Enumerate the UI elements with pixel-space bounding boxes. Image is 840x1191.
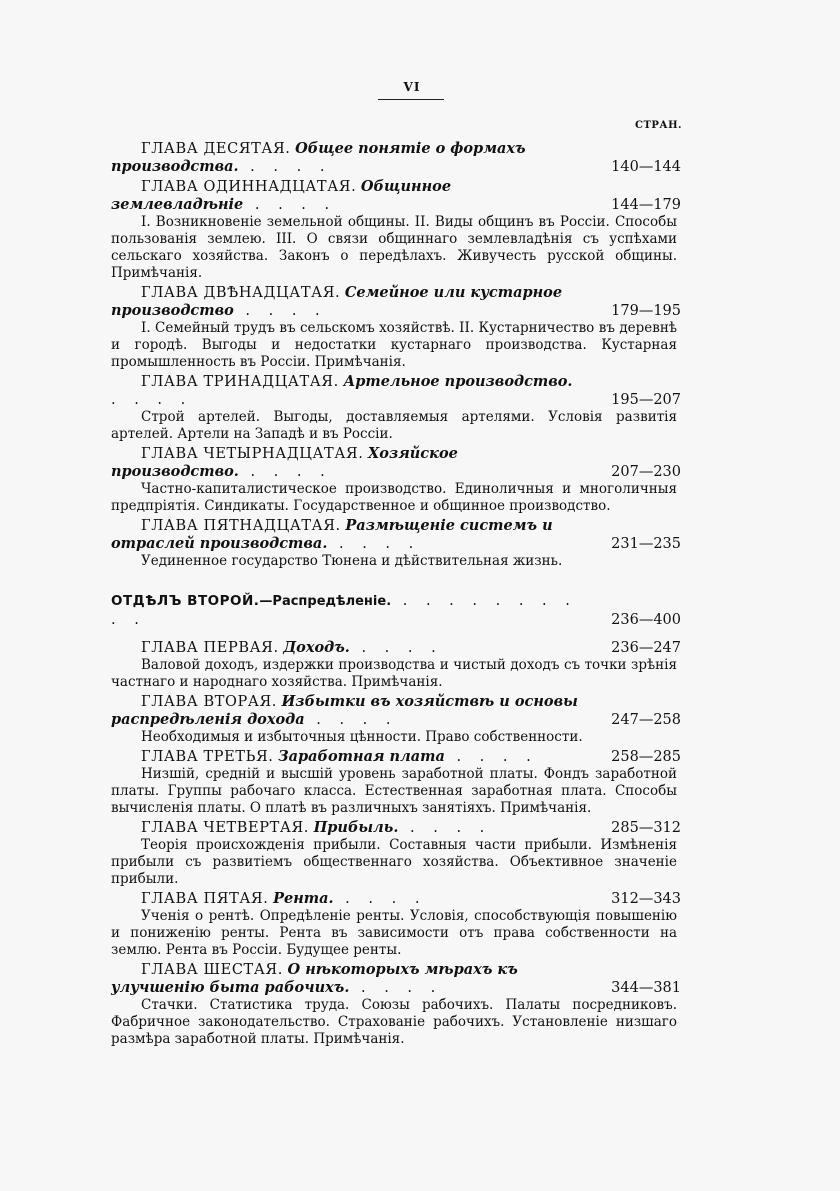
chapter-pages: 179—195 <box>611 303 681 319</box>
leader-dots: . . . . <box>398 820 492 836</box>
toc-entry <box>111 639 681 691</box>
chapter-title: ГЛАВА ПЯТАЯ. <box>141 891 269 907</box>
toc-entry-text <box>111 374 573 408</box>
leader-dots: . . . . <box>238 159 332 175</box>
chapter-subtitle: Избытки въ хозяйствѣ и основы распредѣленія дохода <box>111 693 578 728</box>
chapter-title: ГЛАВА ШЕСТАЯ. <box>141 962 283 978</box>
toc-entry-text <box>111 820 491 836</box>
chapter-subtitle: Размѣщеніе системъ и отраслей производства. <box>111 517 553 552</box>
toc-entry-text <box>111 694 578 728</box>
section-name: ОТДѢЛЪ ВТОРОЙ. <box>111 593 260 609</box>
chapter-pages: 207—230 <box>611 464 681 480</box>
toc-entry <box>111 140 681 176</box>
toc-entry-heading <box>111 178 681 214</box>
chapter-subtitle: О нѣкоторыхъ мѣрахъ къ улучшенію быта рабочихъ. <box>111 961 518 996</box>
chapter-pages: 140—144 <box>611 159 681 175</box>
leader-dots: . . . . <box>243 197 337 213</box>
toc-entry <box>111 284 681 371</box>
chapter-title: ГЛАВА ПЯТНАДЦАТАЯ. <box>141 518 341 534</box>
chapter-subtitle: Семейное или кустарное производство <box>111 284 563 319</box>
toc-entry-heading <box>111 693 681 729</box>
chapter-description: Частно-капиталистическое производство. Единоличныя и многоличныя предпріятія. Синдикаты. Государственное и общинное производство. <box>111 481 677 514</box>
pages-column-header: СТРАН. <box>635 120 682 131</box>
toc-entry <box>111 819 681 888</box>
toc-entry-text <box>111 749 538 765</box>
chapter-subtitle: Доходъ. <box>283 639 350 656</box>
table-of-contents <box>111 140 681 1050</box>
toc-entry <box>111 961 681 1048</box>
chapter-title: ГЛАВА ТРИНАДЦАТАЯ. <box>141 374 339 390</box>
toc-entry <box>111 748 681 817</box>
toc-entry-heading <box>111 284 681 320</box>
section-heading <box>111 592 681 629</box>
toc-entry-text <box>111 179 451 213</box>
chapter-description: I. Возникновеніе земельной общины. II. Виды общинъ въ Россіи. Способы пользованія землею. III. О связи общиннаго землевладѣнія съ успѣхами сельскаго хозяйства. Законъ о передѣлахъ. Живучесть русской общины. Примѣчанія. <box>111 214 677 281</box>
chapter-description: Ученія о рентѣ. Опредѣленіе ренты. Условія, способствующія повышенію и пониженію ренты. Рента въ зависимости отъ права собственности на землю. Рента въ Россіи. Будущее ренты. <box>111 908 677 958</box>
toc-entry <box>111 373 681 443</box>
leader-dots: . . . . <box>304 712 398 728</box>
chapter-subtitle: Общее понятіе о формахъ производства. <box>111 140 526 175</box>
chapter-description: Строй артелей. Выгоды, доставляемыя артелями. Условія развитія артелей. Артели на Западѣ и въ Россіи. <box>111 409 677 442</box>
section-desc: —Распредѣленіе. <box>259 594 392 609</box>
toc-entry-text <box>111 446 458 480</box>
chapter-title: ГЛАВА ОДИННАДЦАТАЯ. <box>141 179 357 195</box>
toc-entry-heading <box>111 890 681 908</box>
chapter-pages: 312—343 <box>611 891 681 907</box>
chapter-title: ГЛАВА ПЕРВАЯ. <box>141 640 279 656</box>
leader-dots: . . . . <box>233 303 327 319</box>
toc-entry-text <box>111 141 526 175</box>
section-pages: 236—400 <box>611 612 681 628</box>
chapter-subtitle: Заработная плата <box>278 748 445 765</box>
chapter-description: Валовой доходъ, издержки производства и чистый доходъ съ точки зрѣнія частнаго и народнаго хозяйства. Примѣчанія. <box>111 657 677 690</box>
chapter-description: Низшій, средній и высшій уровень заработной платы. Фондъ заработной платы. Группы рабочаго класса. Естественная заработная плата. Способы вычисленія платы. О платѣ въ различныхъ занятіяхъ. Примѣчанія. <box>111 766 677 816</box>
leader-dots: . . . . <box>333 891 427 907</box>
chapter-pages: 195—207 <box>611 392 681 408</box>
toc-entry-heading <box>111 373 681 409</box>
toc-entry-heading <box>111 140 681 176</box>
toc-entry-heading <box>111 819 681 837</box>
toc-entry-text <box>111 518 553 552</box>
chapter-description: Теорія происхожденія прибыли. Составныя части прибыли. Измѣненія прибыли съ развитіемъ общественнаго хозяйства. Объективное значеніе прибыли. <box>111 837 677 887</box>
chapter-subtitle: Артельное производство. <box>343 373 573 390</box>
leader-dots: . . . . <box>111 392 193 408</box>
chapter-pages: 344—381 <box>611 980 681 996</box>
chapter-title: ГЛАВА ДВѢНАДЦАТАЯ. <box>141 285 341 301</box>
chapter-pages: 258—285 <box>611 749 681 765</box>
toc-part-1 <box>111 140 681 570</box>
toc-entry <box>111 693 681 746</box>
chapter-subtitle: Общинное землевладѣніе <box>111 178 452 213</box>
leader-dots: . . . . <box>349 640 443 656</box>
chapter-description: Уединенное государство Тюнена и дѣйствительная жизнь. <box>141 553 563 569</box>
toc-part-2 <box>111 639 681 1048</box>
leader-dots: . . . . <box>444 749 538 765</box>
page-number: VI <box>403 80 421 94</box>
toc-entry-heading <box>111 961 681 997</box>
toc-entry <box>111 178 681 282</box>
toc-entry-heading <box>111 445 681 481</box>
toc-entry-heading <box>111 748 681 766</box>
chapter-title: ГЛАВА ДЕСЯТАЯ. <box>141 141 291 157</box>
toc-entry-text <box>111 891 426 907</box>
leader-dots: . . . . <box>238 464 332 480</box>
chapter-pages: 285—312 <box>611 820 681 836</box>
chapter-pages: 231—235 <box>611 536 681 552</box>
toc-entry <box>111 445 681 515</box>
folio-rule <box>378 99 444 100</box>
chapter-title: ГЛАВА ЧЕТВЕРТАЯ. <box>141 820 309 836</box>
chapter-pages: 236—247 <box>611 640 681 656</box>
chapter-pages: 144—179 <box>611 197 681 213</box>
chapter-title: ГЛАВА ВТОРАЯ. <box>141 694 277 710</box>
leader-dots: . . . . <box>349 980 443 996</box>
toc-entry <box>111 517 681 570</box>
chapter-description: Необходимыя и избыточныя цѣнности. Право собственности. <box>141 729 583 745</box>
chapter-description: I. Семейный трудъ въ сельскомъ хозяйствѣ. II. Кустарничество въ деревнѣ и городѣ. Выгоды и недостатки кустарнаго производства. Кустарная промышленность въ Россіи. Примѣчанія. <box>111 320 677 370</box>
chapter-pages: 247—258 <box>611 712 681 728</box>
chapter-title: ГЛАВА ТРЕТЬЯ. <box>141 749 274 765</box>
chapter-title: ГЛАВА ЧЕТЫРНАДЦАТАЯ. <box>141 446 364 462</box>
toc-entry <box>111 890 681 959</box>
toc-entry-heading <box>111 639 681 657</box>
chapter-subtitle: Прибыль. <box>313 819 399 836</box>
chapter-description: Стачки. Статистика труда. Союзы рабочихъ. Палаты посредниковъ. Фабричное законодательство. Страхованіе рабочихъ. Установленіе низшаго размѣра заработной платы. Примѣчанія. <box>111 997 677 1047</box>
toc-entry-text <box>111 962 518 996</box>
toc-entry-text <box>111 640 443 656</box>
toc-entry-heading <box>111 517 681 553</box>
chapter-subtitle: Хозяйское производство. <box>111 445 458 480</box>
leader-dots: . . . . . . . . . . <box>111 593 577 628</box>
chapter-subtitle: Рента. <box>273 890 334 907</box>
toc-entry-text <box>111 285 562 319</box>
leader-dots: . . . . <box>327 536 421 552</box>
